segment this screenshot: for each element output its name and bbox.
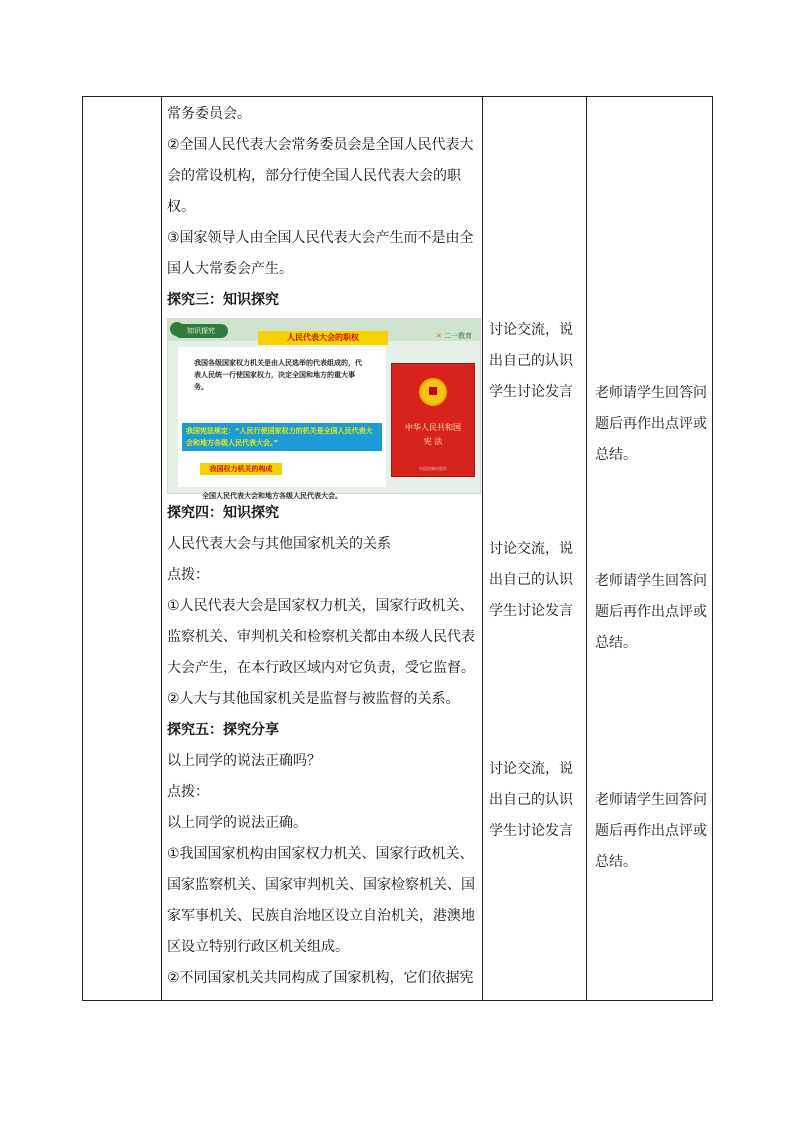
text-line: 大会产生，在本行政区域内对它负责，受它监督。 <box>167 660 475 676</box>
book-title: 宪 法 <box>423 437 443 446</box>
logo-mark-icon: ✕ <box>435 332 442 340</box>
text-line: 人民代表大会与其他国家机关的关系 <box>167 536 391 552</box>
section-heading: 探究三：知识探究 <box>167 292 279 308</box>
slide-subtitle: 我国权力机关的构成 <box>200 463 282 475</box>
slide-title: 人民代表大会的职权 <box>258 331 388 345</box>
slide-paragraph: 我国各级国家权力机关是由人民选举的代表组成的，代表人民统一行使国家权力，决定全国和地方的重大事务。 <box>194 359 362 391</box>
content-column <box>162 97 480 994</box>
text-line: ①人民代表大会是国家权力机关，国家行政机关、 <box>167 598 474 614</box>
constitution-book <box>391 363 475 477</box>
slide-bottom-text: 全国人民代表大会和地方各级人民代表大会。 <box>202 492 342 500</box>
text-line: ③国家领导人由全国人民代表大会产生而不是由全 <box>167 230 474 246</box>
teacher-activity-4: 老师请学生回答问 题后再作出点评或 总结。 <box>595 573 707 651</box>
student-activity-3: 讨论交流，说 出自己的认识 学生讨论发言 <box>489 322 573 400</box>
slide-logo: ✕ 二一教育 <box>435 332 472 340</box>
slide-panel <box>178 347 386 500</box>
text-line: 点拨： <box>167 784 209 800</box>
slide-tag: 知识探究 <box>174 324 228 338</box>
national-emblem-icon <box>419 378 447 406</box>
slide-quote: 我国宪法规定：“人民行使国家权力的机关是全国人民代表大会和地方各级人民代表大会。” <box>182 423 382 451</box>
column-divider <box>586 97 587 1000</box>
text-line: 区设立特别行政区机关组成。 <box>167 939 349 955</box>
text-line: 权。 <box>167 199 195 215</box>
text-line: 家军事机关、民族自治地区设立自治机关，港澳地 <box>167 908 475 924</box>
text-line: 常务委员会。 <box>167 106 251 122</box>
lesson-table <box>82 96 713 1001</box>
book-publisher: 中国法制出版社 <box>419 466 447 471</box>
section-heading: 探究五：探究分享 <box>167 722 279 738</box>
teacher-activity-5: 老师请学生回答问 题后再作出点评或 总结。 <box>595 792 707 870</box>
text-line: 国人大常委会产生。 <box>167 261 293 277</box>
text-line: 点拨： <box>167 567 209 583</box>
text-line: ②人大与其他国家机关是监督与被监督的关系。 <box>167 691 460 707</box>
text-line: 国家监察机关、国家审判机关、国家检察机关、国 <box>167 877 475 893</box>
student-activity-4: 讨论交流，说 出自己的认识 学生讨论发言 <box>489 541 573 619</box>
text-line: ①我国国家机构由国家权力机关、国家行政机关、 <box>167 846 474 862</box>
section-heading: 探究四：知识探究 <box>167 505 279 521</box>
text-line: ②全国人民代表大会常务委员会是全国人民代表大 <box>167 137 474 153</box>
text-line: 会的常设机构，部分行使全国人民代表大会的职 <box>167 168 461 184</box>
text-line: 监察机关、审判机关和检察机关都由本级人民代表 <box>167 629 475 645</box>
slide-image <box>167 318 481 500</box>
book-title: 中华人民共和国 <box>405 423 461 432</box>
text-line: ②不同国家机关共同构成了国家机构，它们依据宪 <box>167 970 474 986</box>
teacher-activity-3: 老师请学生回答问 题后再作出点评或 总结。 <box>595 385 707 463</box>
student-activity-5: 讨论交流，说 出自己的认识 学生讨论发言 <box>489 761 573 839</box>
text-line: 以上同学的说法正确吗？ <box>167 753 321 769</box>
text-line: 以上同学的说法正确。 <box>167 815 307 831</box>
